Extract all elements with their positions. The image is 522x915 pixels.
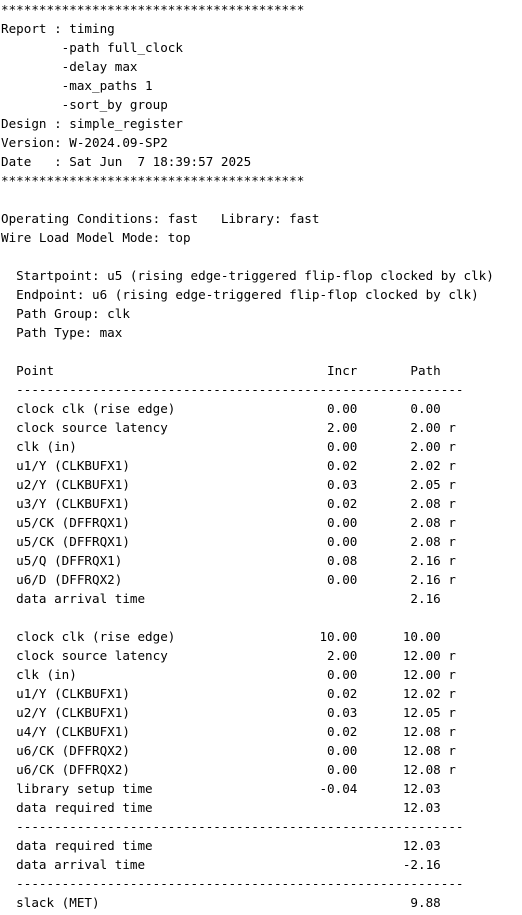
report-line: u1/Y (CLKBUFX1) 0.02 12.02 r bbox=[1, 686, 456, 701]
report-line: ----------------------------------------------------------- bbox=[1, 382, 464, 397]
report-line: clock source latency 2.00 12.00 r bbox=[1, 648, 456, 663]
report-line: ----------------------------------------------------------- bbox=[1, 876, 464, 891]
report-line: clk (in) 0.00 2.00 r bbox=[1, 439, 456, 454]
report-line: data required time 12.03 bbox=[1, 838, 441, 853]
report-line: Report : timing bbox=[1, 21, 115, 36]
report-line: Point Incr Path bbox=[1, 363, 441, 378]
report-line: u6/CK (DFFRQX2) 0.00 12.08 r bbox=[1, 762, 456, 777]
report-line: u4/Y (CLKBUFX1) 0.02 12.08 r bbox=[1, 724, 456, 739]
report-line: slack (MET) 9.88 bbox=[1, 895, 441, 910]
report-line: data required time 12.03 bbox=[1, 800, 441, 815]
report-line: u2/Y (CLKBUFX1) 0.03 2.05 r bbox=[1, 477, 456, 492]
report-line bbox=[1, 247, 494, 266]
report-line: u6/CK (DFFRQX2) 0.00 12.08 r bbox=[1, 743, 456, 758]
report-line: data arrival time -2.16 bbox=[1, 857, 441, 872]
report-line: u3/Y (CLKBUFX1) 0.02 2.08 r bbox=[1, 496, 456, 511]
report-line: -path full_clock bbox=[1, 40, 183, 55]
report-line: **************************************** bbox=[1, 173, 305, 188]
report-line: Path Type: max bbox=[1, 325, 123, 340]
report-line: u5/CK (DFFRQX1) 0.00 2.08 r bbox=[1, 534, 456, 549]
report-line: -max_paths 1 bbox=[1, 78, 153, 93]
report-line: Endpoint: u6 (rising edge-triggered flip-flop clocked by clk) bbox=[1, 287, 479, 302]
report-line bbox=[1, 342, 494, 361]
report-line: Wire Load Model Mode: top bbox=[1, 230, 191, 245]
report-line bbox=[1, 190, 494, 209]
report-line: Date : Sat Jun 7 18:39:57 2025 bbox=[1, 154, 252, 169]
report-line: library setup time -0.04 12.03 bbox=[1, 781, 441, 796]
report-line: Operating Conditions: fast Library: fast bbox=[1, 211, 320, 226]
report-line: u2/Y (CLKBUFX1) 0.03 12.05 r bbox=[1, 705, 456, 720]
report-line: clock clk (rise edge) 10.00 10.00 bbox=[1, 629, 441, 644]
report-line: u5/Q (DFFRQX1) 0.08 2.16 r bbox=[1, 553, 456, 568]
report-line: Version: W-2024.09-SP2 bbox=[1, 135, 168, 150]
report-line: ----------------------------------------------------------- bbox=[1, 819, 464, 834]
report-line: data arrival time 2.16 bbox=[1, 591, 441, 606]
timing-report-text bbox=[1, 0, 494, 912]
report-line: Design : simple_register bbox=[1, 116, 183, 131]
report-line: clock source latency 2.00 2.00 r bbox=[1, 420, 456, 435]
report-line: **************************************** bbox=[1, 2, 305, 17]
report-line: clk (in) 0.00 12.00 r bbox=[1, 667, 456, 682]
report-line: Path Group: clk bbox=[1, 306, 130, 321]
report-line: u6/D (DFFRQX2) 0.00 2.16 r bbox=[1, 572, 456, 587]
report-line bbox=[1, 608, 494, 627]
report-line: -sort_by group bbox=[1, 97, 168, 112]
report-line: clock clk (rise edge) 0.00 0.00 bbox=[1, 401, 441, 416]
report-line: Startpoint: u5 (rising edge-triggered flip-flop clocked by clk) bbox=[1, 268, 494, 283]
report-line: u5/CK (DFFRQX1) 0.00 2.08 r bbox=[1, 515, 456, 530]
report-line: -delay max bbox=[1, 59, 138, 74]
report-line: u1/Y (CLKBUFX1) 0.02 2.02 r bbox=[1, 458, 456, 473]
